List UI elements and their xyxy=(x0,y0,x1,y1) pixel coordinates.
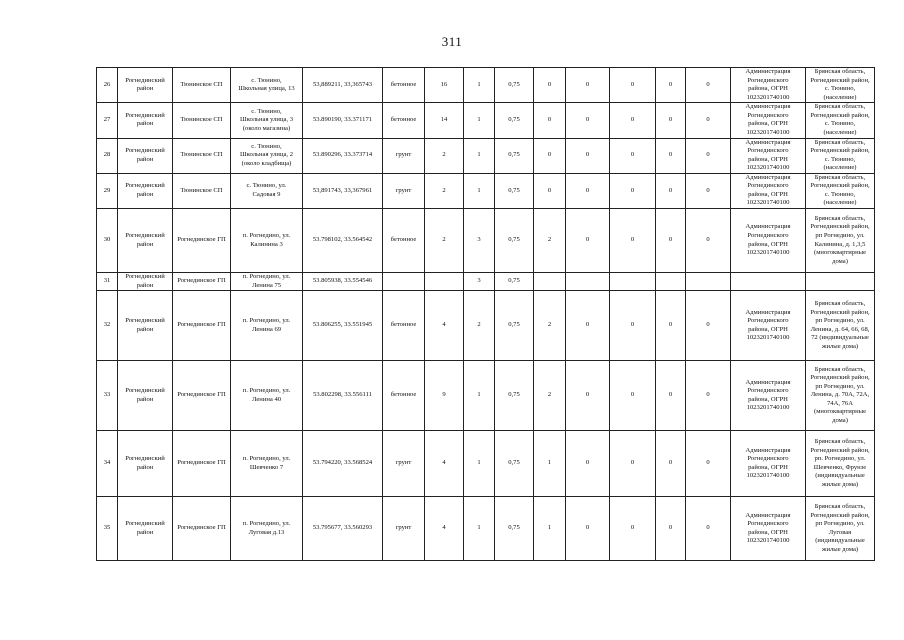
address-cell xyxy=(231,497,303,561)
planned-volume-cell xyxy=(566,273,610,291)
owner-cell-line: Брянская область, xyxy=(814,103,866,111)
area-cell: 4 xyxy=(425,431,464,497)
volume-cell: 0,75 xyxy=(495,209,534,273)
address-cell-line: п. Рогнедино, ул. xyxy=(242,273,291,280)
bunker-volume-cell: 0 xyxy=(656,138,686,173)
address-cell-line: с. Тюнино, ул. xyxy=(246,182,287,190)
extra-cell xyxy=(686,273,731,291)
admin-cell-line: 1023201740100 xyxy=(746,404,790,412)
owner-cell-line: Шевченко, Фрунзе xyxy=(813,463,867,471)
admin-cell-line: 1023201740100 xyxy=(746,334,790,342)
row-number: 30 xyxy=(97,209,118,273)
extra-cell: 0 xyxy=(686,291,731,361)
owner-cell-line: Ленина, д. 64, 66, 68, xyxy=(810,325,870,333)
admin-cell xyxy=(731,68,806,103)
address-cell-line: Школьная улица, 13 xyxy=(238,85,295,93)
admin-cell-line: Рогнединского xyxy=(747,76,789,84)
bunker-volume-cell: 0 xyxy=(656,103,686,138)
district-cell xyxy=(118,138,173,173)
containers-cell: 1 xyxy=(464,173,495,208)
district-cell-line: район xyxy=(136,281,154,289)
admin-cell xyxy=(731,209,806,273)
coordinates-cell: 53.795677, 33.560293 xyxy=(303,497,383,561)
bunker-count-cell: 0 xyxy=(610,68,656,103)
surface-cell: бетонное xyxy=(383,103,425,138)
owner-cell-line: (население) xyxy=(823,128,857,136)
address-cell-line: Шевченко 7 xyxy=(249,463,284,471)
owner-cell xyxy=(806,209,875,273)
volume-cell: 0,75 xyxy=(495,497,534,561)
table-row xyxy=(97,138,875,173)
row-number: 27 xyxy=(97,103,118,138)
district-cell-line: район xyxy=(136,120,154,128)
owner-cell-line: с. Тюнино, xyxy=(824,120,856,128)
admin-cell xyxy=(731,497,806,561)
extra-cell: 0 xyxy=(686,173,731,208)
surface-cell: грунт xyxy=(383,431,425,497)
volume-cell: 0,75 xyxy=(495,173,534,208)
district-cell-line: район xyxy=(136,528,154,536)
extra-cell: 0 xyxy=(686,431,731,497)
district-cell-line: Рогнединский xyxy=(125,111,165,119)
bunker-volume-cell: 0 xyxy=(656,497,686,561)
owner-cell-line: (население) xyxy=(823,93,857,101)
volume-cell: 0,75 xyxy=(495,431,534,497)
planned-containers-cell: 2 xyxy=(534,361,566,431)
address-cell-line: Калинина 3 xyxy=(250,240,283,248)
coordinates-cell: 53.798102, 33.564542 xyxy=(303,209,383,273)
address-cell-line: с. Тюнино, xyxy=(251,142,282,150)
surface-cell: бетонное xyxy=(383,68,425,103)
extra-cell: 0 xyxy=(686,138,731,173)
address-cell-line: (около магазина) xyxy=(242,124,291,132)
volume-cell: 0,75 xyxy=(495,68,534,103)
bunker-count-cell: 0 xyxy=(610,497,656,561)
owner-cell-line: Рогнединский район, xyxy=(810,446,870,454)
bunker-volume-cell: 0 xyxy=(656,361,686,431)
address-cell xyxy=(231,68,303,103)
settlement-cell: Тюнинское СП xyxy=(173,68,231,103)
planned-containers-cell: 0 xyxy=(534,68,566,103)
area-cell xyxy=(425,273,464,291)
address-cell xyxy=(231,361,303,431)
district-cell-line: район xyxy=(136,155,154,163)
coordinates-cell: 53,891743, 33,367961 xyxy=(303,173,383,208)
owner-cell-line: рп Рогнедино, ул. xyxy=(815,382,865,390)
owner-cell-line: жилые дома) xyxy=(821,342,859,350)
owner-cell-line: Луговая xyxy=(828,528,852,536)
bunker-count-cell: 0 xyxy=(610,291,656,361)
admin-cell-line: Администрация xyxy=(745,446,791,454)
owner-cell-line: (многоквартирные xyxy=(814,249,866,257)
admin-cell-line: района, ОГРН xyxy=(748,528,788,536)
owner-cell-line: (население) xyxy=(823,164,857,172)
area-cell: 4 xyxy=(425,497,464,561)
table-row xyxy=(97,68,875,103)
admin-cell-line: Рогнединского xyxy=(747,147,789,155)
planned-containers-cell: 1 xyxy=(534,431,566,497)
bunker-count-cell: 0 xyxy=(610,173,656,208)
owner-cell-line: Брянская область, xyxy=(814,68,866,75)
owner-cell-line: Брянская область, xyxy=(814,214,866,222)
settlement-cell: Рогнединское ГП xyxy=(173,273,231,291)
owner-cell xyxy=(806,291,875,361)
table-row xyxy=(97,497,875,561)
district-cell-line: Рогнединский xyxy=(125,231,165,239)
address-cell xyxy=(231,209,303,273)
area-cell: 16 xyxy=(425,68,464,103)
coordinates-cell: 53.802298, 33.556111 xyxy=(303,361,383,431)
district-cell-line: район xyxy=(136,463,154,471)
planned-volume-cell: 0 xyxy=(566,209,610,273)
admin-cell-line: 1023201740100 xyxy=(746,199,790,207)
bunker-volume-cell: 0 xyxy=(656,291,686,361)
address-cell-line: Школьная улица, 3 xyxy=(239,116,294,124)
owner-cell-line: Рогнединский район, xyxy=(810,308,870,316)
admin-cell-line: Администрация xyxy=(745,138,791,146)
admin-cell-line: Администрация xyxy=(745,308,791,316)
owner-cell-line: Ленина, д. 70А, 72А, xyxy=(810,391,870,399)
address-cell-line: п. Рогнедино, ул. xyxy=(242,387,291,395)
row-number: 29 xyxy=(97,173,118,208)
coordinates-cell: 53.805938, 33.554546 xyxy=(303,273,383,291)
district-cell-line: район xyxy=(136,325,154,333)
settlement-cell: Тюнинское СП xyxy=(173,103,231,138)
address-cell-line: Луговая д.13 xyxy=(248,528,285,536)
row-number: 33 xyxy=(97,361,118,431)
owner-cell-line: дома) xyxy=(832,257,848,265)
admin-cell-line: района, ОГРН xyxy=(748,85,788,93)
area-cell: 2 xyxy=(425,209,464,273)
row-number: 35 xyxy=(97,497,118,561)
bunker-count-cell: 0 xyxy=(610,103,656,138)
planned-containers-cell: 0 xyxy=(534,103,566,138)
bunker-count-cell: 0 xyxy=(610,361,656,431)
district-cell xyxy=(118,431,173,497)
containers-cell: 1 xyxy=(464,361,495,431)
owner-cell-line: с. Тюнино, xyxy=(824,190,856,198)
bunker-volume-cell xyxy=(656,273,686,291)
bunker-volume-cell: 0 xyxy=(656,68,686,103)
planned-containers-cell: 0 xyxy=(534,138,566,173)
owner-cell-line: Брянская область, xyxy=(814,299,866,307)
owner-cell-line: Брянская область, xyxy=(814,437,866,445)
coordinates-cell: 53.794220, 33.568524 xyxy=(303,431,383,497)
owner-cell-line: рп Рогнедино, ул. xyxy=(815,520,865,528)
planned-volume-cell: 0 xyxy=(566,138,610,173)
containers-cell: 1 xyxy=(464,431,495,497)
row-number: 32 xyxy=(97,291,118,361)
row-number: 28 xyxy=(97,138,118,173)
planned-containers-cell: 1 xyxy=(534,497,566,561)
coordinates-cell: 53.890296, 33.373714 xyxy=(303,138,383,173)
settlement-cell: Рогнединское ГП xyxy=(173,431,231,497)
admin-cell xyxy=(731,361,806,431)
district-cell-line: район xyxy=(136,190,154,198)
district-cell xyxy=(118,209,173,273)
district-cell xyxy=(118,173,173,208)
owner-cell xyxy=(806,138,875,173)
owner-cell xyxy=(806,103,875,138)
owner-cell-line: Рогнединский район, xyxy=(810,374,870,382)
settlement-cell: Тюнинское СП xyxy=(173,173,231,208)
bunker-count-cell: 0 xyxy=(610,138,656,173)
district-cell xyxy=(118,361,173,431)
owner-cell-line: Калинина, д. 1,3,5 xyxy=(814,240,866,248)
admin-cell xyxy=(731,273,806,291)
admin-cell xyxy=(731,291,806,361)
district-cell xyxy=(118,68,173,103)
table-body xyxy=(97,68,875,561)
address-cell-line: Ленина 75 xyxy=(251,281,282,289)
district-cell-line: Рогнединский xyxy=(125,76,165,84)
owner-cell-line: жилые дома) xyxy=(821,480,859,488)
address-cell-line: с. Тюнино, xyxy=(251,76,282,84)
district-cell-line: район xyxy=(136,395,154,403)
admin-cell-line: 1023201740100 xyxy=(746,93,790,101)
admin-cell-line: района, ОГРН xyxy=(748,120,788,128)
waste-sites-table xyxy=(96,67,875,561)
planned-volume-cell: 0 xyxy=(566,173,610,208)
owner-cell-line: рп Рогнедино, ул. xyxy=(815,317,865,325)
coordinates-cell: 53.890190, 33.371171 xyxy=(303,103,383,138)
admin-cell-line: района, ОГРН xyxy=(748,240,788,248)
surface-cell: бетонное xyxy=(383,291,425,361)
volume-cell: 0,75 xyxy=(495,273,534,291)
owner-cell-line: (население) xyxy=(823,199,857,207)
owner-cell-line: Рогнединский район, xyxy=(810,511,870,519)
page-number: 311 xyxy=(441,34,463,49)
planned-containers-cell: 0 xyxy=(534,173,566,208)
admin-cell-line: 1023201740100 xyxy=(746,472,790,480)
district-cell-line: Рогнединский xyxy=(125,387,165,395)
address-cell xyxy=(231,103,303,138)
admin-cell-line: 1023201740100 xyxy=(746,537,790,545)
owner-cell xyxy=(806,361,875,431)
volume-cell: 0,75 xyxy=(495,291,534,361)
bunker-volume-cell: 0 xyxy=(656,431,686,497)
address-cell-line: Ленина 40 xyxy=(251,395,282,403)
owner-cell-line: (многоквартирные xyxy=(814,408,866,416)
containers-cell: 1 xyxy=(464,497,495,561)
admin-cell-line: Администрация xyxy=(745,378,791,386)
address-cell xyxy=(231,138,303,173)
admin-cell xyxy=(731,138,806,173)
owner-cell-line: Брянская область, xyxy=(814,173,866,181)
owner-cell-line: (индивидуальные xyxy=(815,472,865,480)
district-cell-line: район xyxy=(136,85,154,93)
planned-volume-cell: 0 xyxy=(566,68,610,103)
surface-cell: бетонное xyxy=(383,361,425,431)
admin-cell xyxy=(731,103,806,138)
bunker-count-cell: 0 xyxy=(610,209,656,273)
admin-cell-line: Рогнединского xyxy=(747,111,789,119)
owner-cell-line: жилые дома) xyxy=(821,545,859,553)
extra-cell: 0 xyxy=(686,103,731,138)
volume-cell: 0,75 xyxy=(495,361,534,431)
settlement-cell: Рогнединское ГП xyxy=(173,209,231,273)
owner-cell xyxy=(806,431,875,497)
address-cell-line: п. Рогнедино, ул. xyxy=(242,317,291,325)
district-cell-line: Рогнединский xyxy=(125,317,165,325)
admin-cell-line: Администрация xyxy=(745,173,791,181)
address-cell-line: Садовая 9 xyxy=(252,190,281,198)
address-cell xyxy=(231,291,303,361)
table-row xyxy=(97,431,875,497)
admin-cell-line: Рогнединского xyxy=(747,231,789,239)
area-cell: 2 xyxy=(425,138,464,173)
planned-containers-cell: 2 xyxy=(534,291,566,361)
admin-cell-line: Рогнединского xyxy=(747,317,789,325)
extra-cell: 0 xyxy=(686,209,731,273)
owner-cell-line: (индивидуальные xyxy=(815,537,865,545)
owner-cell-line: с. Тюнино, xyxy=(824,85,856,93)
owner-cell-line: 74А, 76А xyxy=(826,399,853,407)
owner-cell-line: Рогнединский район, xyxy=(810,111,870,119)
bunker-count-cell: 0 xyxy=(610,431,656,497)
admin-cell-line: Рогнединского xyxy=(747,182,789,190)
district-cell-line: Рогнединский xyxy=(125,182,165,190)
admin-cell-line: Администрация xyxy=(745,103,791,111)
owner-cell-line: Рогнединский район, xyxy=(810,182,870,190)
district-cell xyxy=(118,273,173,291)
surface-cell: бетонное xyxy=(383,209,425,273)
owner-cell-line: дома) xyxy=(832,417,848,425)
admin-cell-line: района, ОГРН xyxy=(748,190,788,198)
owner-cell-line: Брянская область, xyxy=(814,502,866,510)
surface-cell: грунт xyxy=(383,173,425,208)
containers-cell: 1 xyxy=(464,103,495,138)
row-number: 31 xyxy=(97,273,118,291)
containers-cell: 1 xyxy=(464,138,495,173)
settlement-cell: Рогнединское ГП xyxy=(173,291,231,361)
planned-containers-cell: 2 xyxy=(534,209,566,273)
table-row xyxy=(97,173,875,208)
row-number: 34 xyxy=(97,431,118,497)
admin-cell-line: Рогнединского xyxy=(747,455,789,463)
owner-cell-line: рп Рогнедино, ул. xyxy=(815,231,865,239)
containers-cell: 3 xyxy=(464,273,495,291)
admin-cell xyxy=(731,173,806,208)
district-cell-line: Рогнединский xyxy=(125,455,165,463)
address-cell-line: п. Рогнедино, ул. xyxy=(242,520,291,528)
address-cell-line: с. Тюнино, xyxy=(251,107,282,115)
admin-cell-line: 1023201740100 xyxy=(746,128,790,136)
settlement-cell: Рогнединское ГП xyxy=(173,497,231,561)
extra-cell: 0 xyxy=(686,68,731,103)
district-cell-line: район xyxy=(136,240,154,248)
owner-cell-line: Рогнединский район, xyxy=(810,147,870,155)
owner-cell-line: с. Тюнино, xyxy=(824,155,856,163)
district-cell-line: Рогнединский xyxy=(125,520,165,528)
coordinates-cell: 53.806255, 33.551945 xyxy=(303,291,383,361)
owner-cell xyxy=(806,497,875,561)
address-cell-line: (около кладбища) xyxy=(241,159,292,167)
admin-cell-line: Администрация xyxy=(745,223,791,231)
planned-volume-cell: 0 xyxy=(566,291,610,361)
district-cell xyxy=(118,103,173,138)
admin-cell-line: 1023201740100 xyxy=(746,164,790,172)
district-cell-line: Рогнединский xyxy=(125,147,165,155)
address-cell-line: п. Рогнедино, ул. xyxy=(242,455,291,463)
owner-cell xyxy=(806,173,875,208)
bunker-volume-cell: 0 xyxy=(656,209,686,273)
district-cell-line: Рогнединский xyxy=(125,273,165,280)
address-cell xyxy=(231,431,303,497)
row-number: 26 xyxy=(97,68,118,103)
area-cell: 2 xyxy=(425,173,464,208)
volume-cell: 0,75 xyxy=(495,138,534,173)
admin-cell-line: района, ОГРН xyxy=(748,463,788,471)
address-cell xyxy=(231,173,303,208)
owner-cell xyxy=(806,273,875,291)
area-cell: 4 xyxy=(425,291,464,361)
extra-cell: 0 xyxy=(686,361,731,431)
settlement-cell: Тюнинское СП xyxy=(173,138,231,173)
surface-cell xyxy=(383,273,425,291)
district-cell xyxy=(118,497,173,561)
area-cell: 9 xyxy=(425,361,464,431)
table-row xyxy=(97,209,875,273)
bunker-volume-cell: 0 xyxy=(656,173,686,208)
owner-cell-line: Брянская область, xyxy=(814,365,866,373)
admin-cell xyxy=(731,431,806,497)
owner-cell xyxy=(806,68,875,103)
table-row xyxy=(97,361,875,431)
admin-cell-line: Администрация xyxy=(745,511,791,519)
admin-cell-line: района, ОГРН xyxy=(748,155,788,163)
table-row xyxy=(97,273,875,291)
surface-cell: грунт xyxy=(383,497,425,561)
admin-cell-line: Рогнединского xyxy=(747,520,789,528)
settlement-cell: Рогнединское ГП xyxy=(173,361,231,431)
owner-cell-line: Брянская область, xyxy=(814,138,866,146)
coordinates-cell: 53,889211, 33,365743 xyxy=(303,68,383,103)
extra-cell: 0 xyxy=(686,497,731,561)
owner-cell-line: Рогнединский район, xyxy=(810,76,870,84)
admin-cell-line: района, ОГРН xyxy=(748,325,788,333)
admin-cell-line: 1023201740100 xyxy=(746,249,790,257)
containers-cell: 2 xyxy=(464,291,495,361)
owner-cell-line: рп. Рогнедино, ул. xyxy=(814,455,866,463)
admin-cell-line: района, ОГРН xyxy=(748,395,788,403)
owner-cell-line: Рогнединский район, xyxy=(810,223,870,231)
planned-volume-cell: 0 xyxy=(566,361,610,431)
bunker-count-cell xyxy=(610,273,656,291)
planned-volume-cell: 0 xyxy=(566,103,610,138)
planned-containers-cell xyxy=(534,273,566,291)
volume-cell: 0,75 xyxy=(495,103,534,138)
admin-cell-line: Администрация xyxy=(745,68,791,75)
surface-cell: грунт xyxy=(383,138,425,173)
table-row xyxy=(97,291,875,361)
planned-volume-cell: 0 xyxy=(566,431,610,497)
address-cell-line: Ленина 69 xyxy=(251,325,282,333)
containers-cell: 1 xyxy=(464,68,495,103)
table-row xyxy=(97,103,875,138)
address-cell-line: Школьная улица, 2 xyxy=(239,151,294,159)
planned-volume-cell: 0 xyxy=(566,497,610,561)
address-cell-line: п. Рогнедино, ул. xyxy=(242,231,291,239)
admin-cell-line: Рогнединского xyxy=(747,387,789,395)
address-cell xyxy=(231,273,303,291)
district-cell xyxy=(118,291,173,361)
containers-cell: 3 xyxy=(464,209,495,273)
area-cell: 14 xyxy=(425,103,464,138)
owner-cell-line: 72 (индивидуальные xyxy=(811,334,869,342)
